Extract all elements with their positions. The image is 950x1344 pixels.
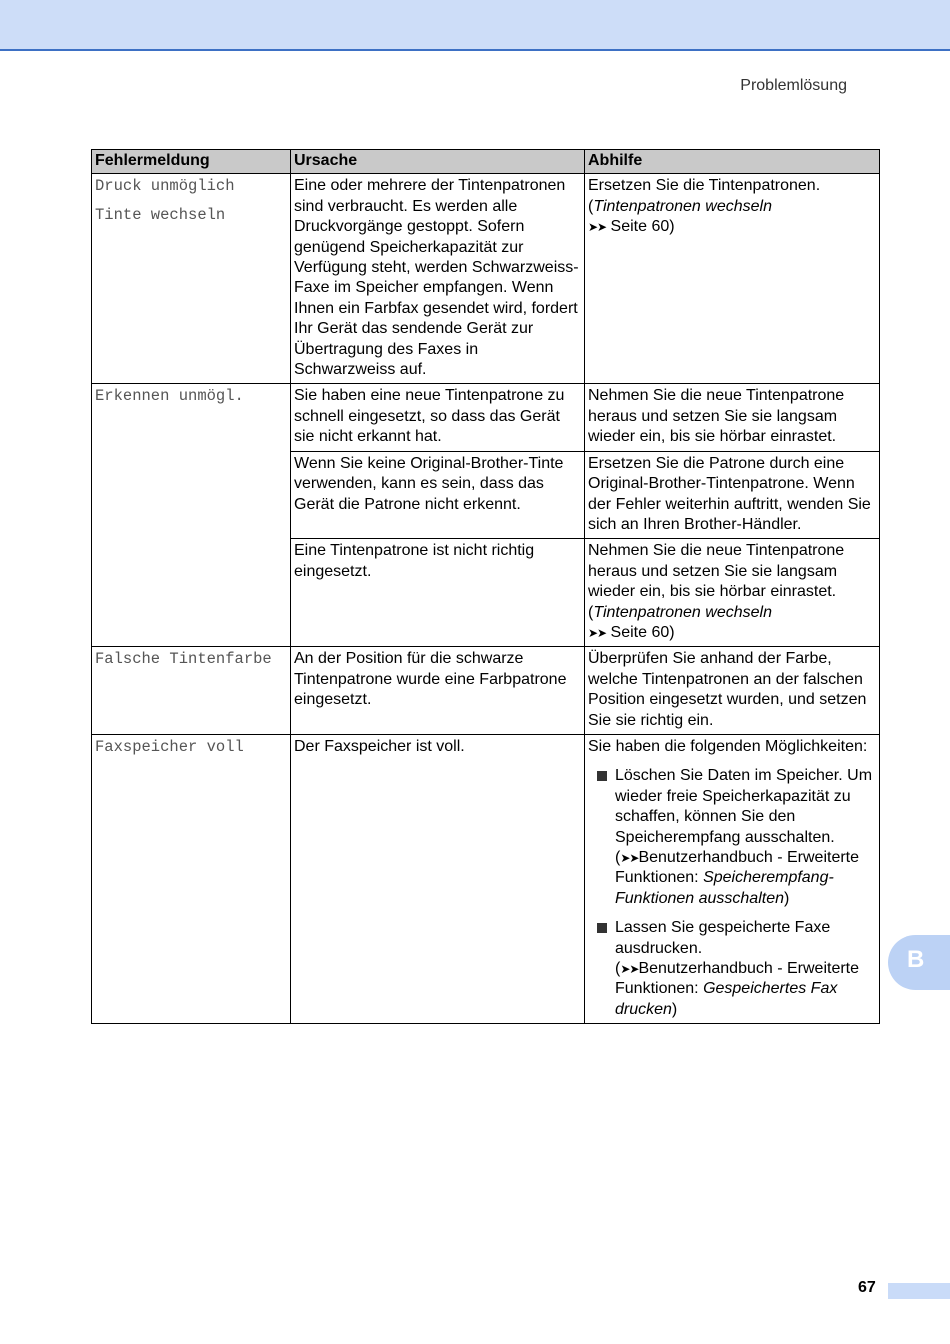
error-cell [92,384,291,647]
cross-reference-book: Benutzerhandbuch - Erweiterte Funktionen: [615,849,860,887]
page-reference: Seite 60) [606,623,675,641]
error-message: Druck unmöglich [95,177,235,196]
header-band [0,0,950,51]
troubleshooting-table [91,149,880,1024]
table-row [92,174,880,384]
chapter-tab [888,935,950,990]
error-cell [92,647,291,735]
cause-cell: Sie haben eine neue Tintenpatrone zu schnell eingesetzt, so dass das Gerät sie nicht erkannt hat. [291,384,585,451]
error-message: Falsche Tintenfarbe [95,650,272,669]
cross-reference-title: Tintenpatronen wechseln [593,603,772,621]
double-arrow-icon: ➤➤ [620,962,639,977]
ref-paren: ( [588,197,594,215]
list-item [615,766,876,909]
ref-paren: ) [671,1000,678,1018]
ref-paren: ( [615,849,621,866]
double-arrow-icon: ➤➤ [620,851,639,865]
remedy-text: Ersetzen Sie die Tintenpatronen. [588,177,821,195]
remedy-cell: Überprüfen Sie anhand der Farbe, welche Tintenpatronen an der falschen Position eingesetzt wurden, und setzen Sie sie richtig ein. [585,647,880,735]
ref-paren: ( [615,960,621,978]
table-row [92,734,880,1023]
footer-bar [888,1283,950,1299]
remedy-text: Nehmen Sie die neue Tintenpatrone heraus und setzen Sie sie langsam wieder ein, bis sie hörbar einrastet. [588,542,845,601]
double-arrow-icon: ➤➤ [588,625,607,640]
cross-reference-book: Benutzerhandbuch - Erweiterte Funktionen: [615,960,860,998]
double-arrow-icon: ➤➤ [588,220,607,235]
list-item [615,918,876,1020]
chapter-tab-label: B [907,946,925,973]
table-row [92,647,880,735]
error-message: Tinte wechseln [95,206,226,225]
remedy-intro: Sie haben die folgenden Möglichkeiten: [588,737,868,755]
bullet-text: Lassen Sie gespeicherte Faxe ausdrucken. [615,919,831,957]
cause-cell: An der Position für die schwarze Tintenpatrone wurde eine Farbpatrone eingesetzt. [291,647,585,735]
remedy-cell: Ersetzen Sie die Patrone durch eine Original-Brother-Tintenpatrone. Wenn der Fehler weiterhin auftritt, wenden Sie sich an Ihren Brother-Händler. [585,451,880,539]
cause-cell: Wenn Sie keine Original-Brother-Tinte verwenden, kann es sein, dass das Gerät die Patrone nicht erkennt. [291,451,585,539]
page-reference: Seite 60) [606,218,675,236]
error-message: Faxspeicher voll [95,737,244,756]
cause-cell: Eine Tintenpatrone ist nicht richtig eingesetzt. [291,539,585,647]
cause-cell: Eine oder mehrere der Tintenpatronen sind verbraucht. Es werden alle Druckvorgänge gestoppt. Sofern genügend Speicherkapazität zur Verfügung steht, werden Schwarzweiss-Faxe im Speicher empfangen. Wenn Ihnen ein Farbfax gesendet wird, fordert Ihr Gerät das sendende Gerät zur Übertragung des Faxes in Schwarzweiss auf. [291,174,585,384]
ref-paren: ) [784,889,790,907]
table-row [92,384,880,451]
remedy-cell [585,174,880,384]
square-bullet-icon [597,923,607,933]
table-header-row [92,150,880,174]
remedy-cell [585,734,880,1023]
error-message: Erkennen unmögl. [95,387,244,406]
column-header-abhilfe: Abhilfe [585,150,880,174]
cross-reference-title: Gespeichertes Fax drucken [615,980,838,1018]
remedy-cell: Nehmen Sie die neue Tintenpatrone heraus und setzen Sie sie langsam wieder ein, bis sie hörbar einrastet. [585,384,880,451]
error-cell [92,734,291,1023]
bullet-text: Löschen Sie Daten im Speicher. Um wieder freie Speicherkapazität zu schaffen, können Sie den Speicherempfang ausschalten. [615,767,873,846]
remedy-cell [585,539,880,647]
remedy-bullet-list [588,766,876,1020]
column-header-ursache: Ursache [291,150,585,174]
square-bullet-icon [597,771,607,781]
running-head: Problemlösung [740,77,847,94]
column-header-fehlermeldung: Fehlermeldung [92,150,291,174]
page-number: 67 [858,1279,876,1296]
cross-reference-title: Speicherempfang-Funktionen ausschalten [615,869,834,907]
cause-cell: Der Faxspeicher ist voll. [291,734,585,1023]
cross-reference-title: Tintenpatronen wechseln [593,197,772,215]
error-cell [92,174,291,384]
ref-paren: ( [588,603,594,621]
